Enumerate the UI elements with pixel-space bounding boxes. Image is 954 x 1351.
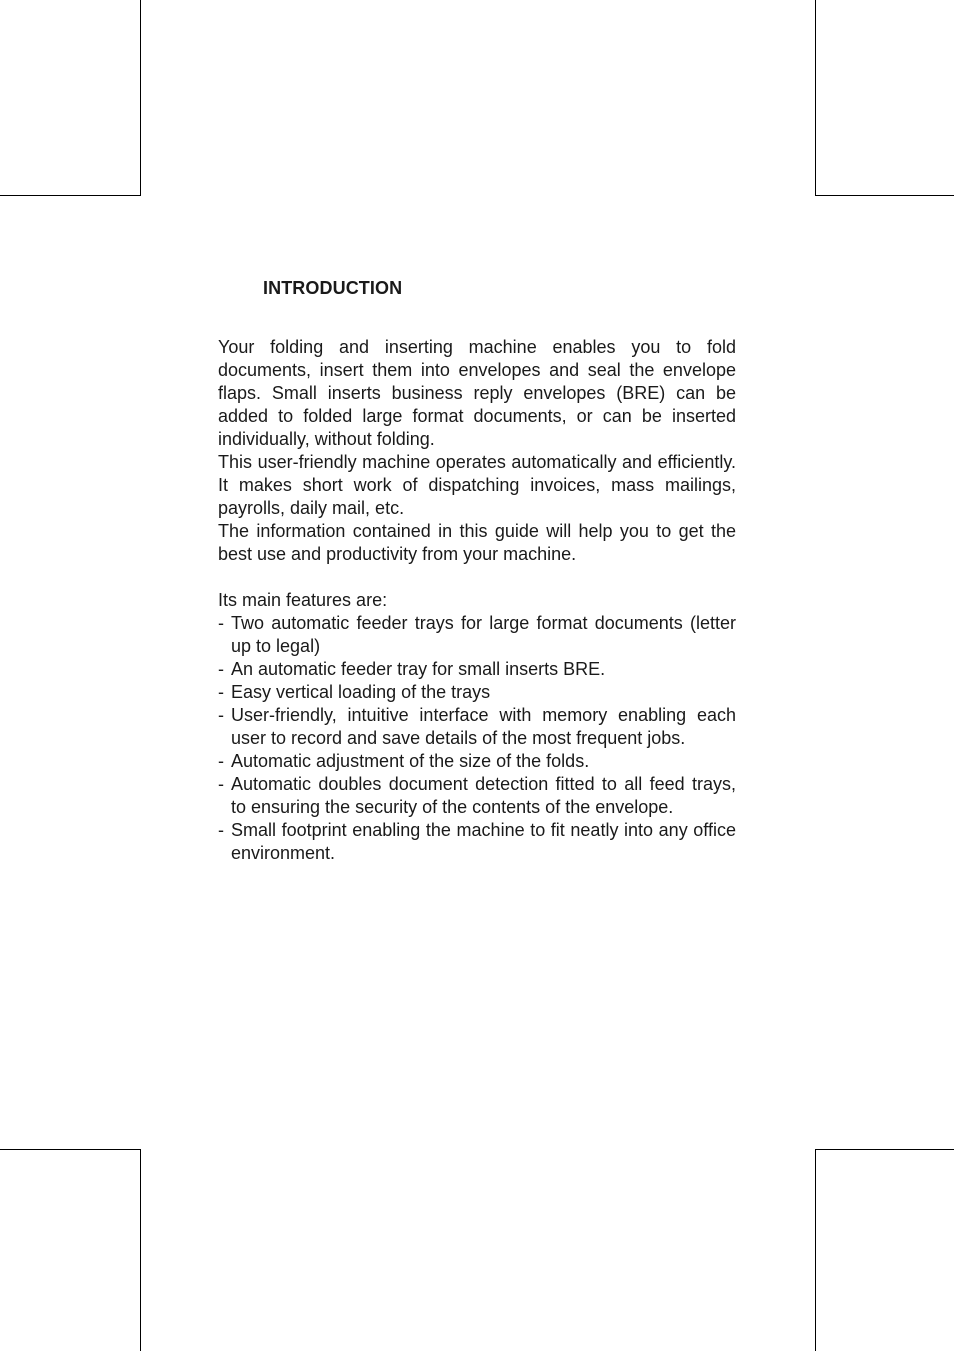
bullet-dash: - xyxy=(218,751,224,771)
crop-mark-bottom-left-horizontal xyxy=(0,1149,141,1150)
crop-mark-top-right-vertical xyxy=(815,0,816,196)
feature-item xyxy=(218,658,736,681)
intro-paragraph: Your folding and inserting machine enables you to fold documents, insert them into envelopes and seal the envelope flaps. Small inserts business reply envelopes (BRE) can be added to folded large format documents, or can be inserted individually, without folding. xyxy=(218,337,736,449)
bullet-dash: - xyxy=(218,659,224,679)
crop-mark-top-right-horizontal xyxy=(815,195,954,196)
feature-item xyxy=(218,681,736,704)
feature-text: Two automatic feeder trays for large format documents (letter up to legal) xyxy=(231,613,736,656)
features-list xyxy=(218,612,736,865)
bullet-dash: - xyxy=(218,682,224,702)
crop-mark-bottom-right-vertical xyxy=(815,1149,816,1351)
feature-item xyxy=(218,612,736,658)
feature-text: Automatic adjustment of the size of the folds. xyxy=(231,751,590,771)
feature-text: User-friendly, intuitive interface with memory enabling each user to record and save details of the most frequent jobs. xyxy=(231,705,736,748)
bullet-dash: - xyxy=(218,774,224,794)
crop-mark-top-left-vertical xyxy=(140,0,141,196)
crop-mark-bottom-left-vertical xyxy=(140,1149,141,1351)
crop-mark-bottom-right-horizontal xyxy=(815,1149,954,1150)
features-intro: Its main features are: xyxy=(218,590,388,610)
bullet-dash: - xyxy=(218,820,224,840)
bullet-dash: - xyxy=(218,613,224,633)
feature-text: Easy vertical loading of the trays xyxy=(231,682,491,702)
crop-mark-top-left-horizontal xyxy=(0,195,141,196)
feature-text: Automatic doubles document detection fitted to all feed trays, to ensuring the security of the contents of the envelope. xyxy=(231,774,736,817)
page-title: INTRODUCTION xyxy=(263,278,403,298)
feature-item xyxy=(218,773,736,819)
feature-text: An automatic feeder tray for small inserts BRE. xyxy=(231,659,606,679)
body-text xyxy=(218,336,736,865)
usage-paragraph: This user-friendly machine operates automatically and efficiently. It makes short work of dispatching invoices, mass mailings, payrolls, daily mail, etc. xyxy=(218,452,736,518)
paragraph-spacer xyxy=(218,566,736,589)
bullet-dash: - xyxy=(218,705,224,725)
guide-paragraph: The information contained in this guide will help you to get the best use and productivity from your machine. xyxy=(218,521,736,564)
feature-item xyxy=(218,704,736,750)
feature-item xyxy=(218,819,736,865)
feature-text: Small footprint enabling the machine to fit neatly into any office environment. xyxy=(231,820,736,863)
feature-item xyxy=(218,750,736,773)
